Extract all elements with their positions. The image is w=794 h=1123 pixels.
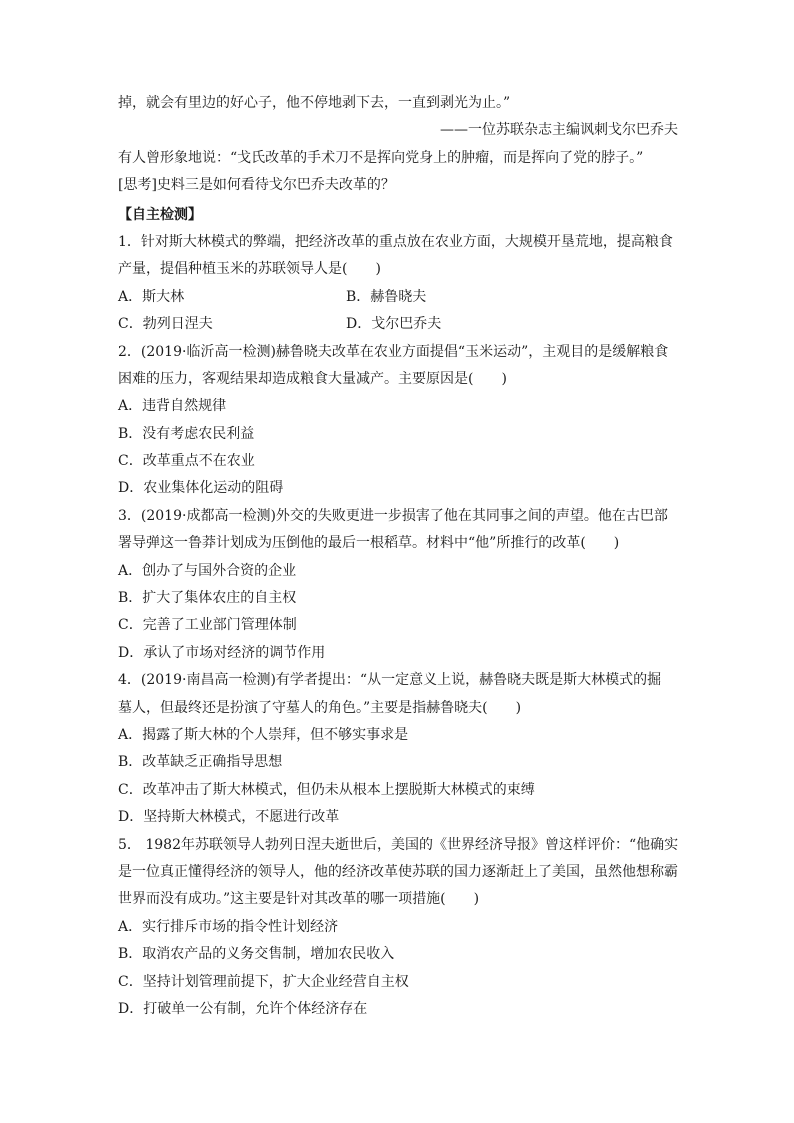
- question-5-option-a: A．实行排斥市场的指令性计划经济: [118, 918, 339, 935]
- intro-line-3: 有人曾形象地说：“戈氏改革的手术刀不是挥向党身上的肿瘤，而是挥向了党的脖子。”: [118, 149, 644, 166]
- question-2-line-1: 2．(2019·临沂高一检测)赫鲁晓夫改革在农业方面提倡“玉米运动”，主观目的是缓解粮食: [118, 343, 669, 360]
- question-5-line-1: 5． 1982年苏联领导人勃列日涅夫逝世后，美国的《世界经济导报》曾这样评价：“他确实: [118, 836, 679, 853]
- question-1: [118, 229, 678, 339]
- question-5-option-c: C．坚持计划管理前提下，扩大企业经营自主权: [118, 973, 409, 990]
- think-prompt: [思考]史料三是如何看待戈尔巴乔夫改革的？: [118, 177, 395, 194]
- question-3-option-c: C．完善了工业部门管理体制: [118, 617, 297, 634]
- question-3: [118, 503, 678, 667]
- question-1-line-1: 1．针对斯大林模式的弊端，把经济改革的重点放在农业方面，大规模开垦荒地，提高粮食: [118, 233, 673, 250]
- question-2-line-2: 困难的压力，客观结果却造成粮食大量减产。主要原因是( ): [118, 370, 507, 387]
- question-4-option-d: D．坚持斯大林模式，不愿进行改革: [118, 809, 340, 826]
- question-1-line-2: 产量，提倡种植玉米的苏联领导人是( ): [118, 261, 381, 278]
- question-4-option-b: B．改革缺乏正确指导思想: [118, 754, 283, 771]
- question-2: [118, 339, 678, 503]
- question-5-option-d: D．打破单一公有制，允许个体经济存在: [118, 1000, 368, 1017]
- question-5-line-3: 世界而没有成功。”这主要是针对其改革的哪一项措施( ): [118, 891, 480, 908]
- section-title: 【自主检测】: [118, 206, 202, 223]
- question-3-line-2: 署导弹这一鲁莽计划成为压倒他的最后一根稻草。材料中“他”所推行的改革( ): [118, 535, 620, 552]
- question-4-line-1: 4．(2019·南昌高一检测)有学者提出：“从一定意义上说，赫鲁晓夫既是斯大林模式的掘: [118, 672, 662, 689]
- question-5-line-2: 是一位真正懂得经济的领导人，他的经济改革使苏联的国力逐渐赶上了美国，虽然他想称霸: [118, 863, 678, 880]
- question-5-option-b: B．取消农产品的义务交售制，增加农民收入: [118, 946, 395, 963]
- question-1-option-a: A．斯大林: [118, 288, 185, 305]
- quote-attribution: ——一位苏联杂志主编讽刺戈尔巴乔夫: [440, 122, 678, 139]
- question-1-option-c: C．勃列日涅夫: [118, 316, 213, 333]
- question-1-option-d: D．戈尔巴乔夫: [346, 316, 442, 333]
- question-2-option-a: A．违背自然规律: [118, 398, 227, 415]
- question-2-option-d: D．农业集体化运动的阻碍: [118, 480, 284, 497]
- question-2-option-b: B．没有考虑农民利益: [118, 425, 255, 442]
- question-4-line-2: 墓人，但最终还是扮演了守墓人的角色。”主要是指赫鲁晓夫( ): [118, 699, 522, 716]
- document-page: [118, 90, 678, 1023]
- question-4-option-a: A．揭露了斯大林的个人崇拜，但不够实事求是: [118, 726, 409, 743]
- question-4: [118, 667, 678, 831]
- question-2-option-c: C．改革重点不在农业: [118, 453, 255, 470]
- question-4-option-c: C．改革冲击了斯大林模式，但仍未从根本上摆脱斯大林模式的束缚: [118, 781, 535, 798]
- question-3-line-1: 3．(2019·成都高一检测)外交的失败更进一步损害了他在其同事之间的声望。他在古巴部: [118, 507, 668, 524]
- question-5: [118, 832, 678, 1024]
- intro-line-1: 掉，就会有里边的好心子，他不停地剥下去，一直到剥光为止。”: [118, 95, 511, 111]
- question-3-option-d: D．承认了市场对经济的调节作用: [118, 644, 326, 661]
- question-3-option-a: A．创办了与国外合资的企业: [118, 562, 297, 579]
- question-3-option-b: B．扩大了集体农庄的自主权: [118, 590, 297, 607]
- question-1-option-b: B．赫鲁晓夫: [346, 288, 427, 305]
